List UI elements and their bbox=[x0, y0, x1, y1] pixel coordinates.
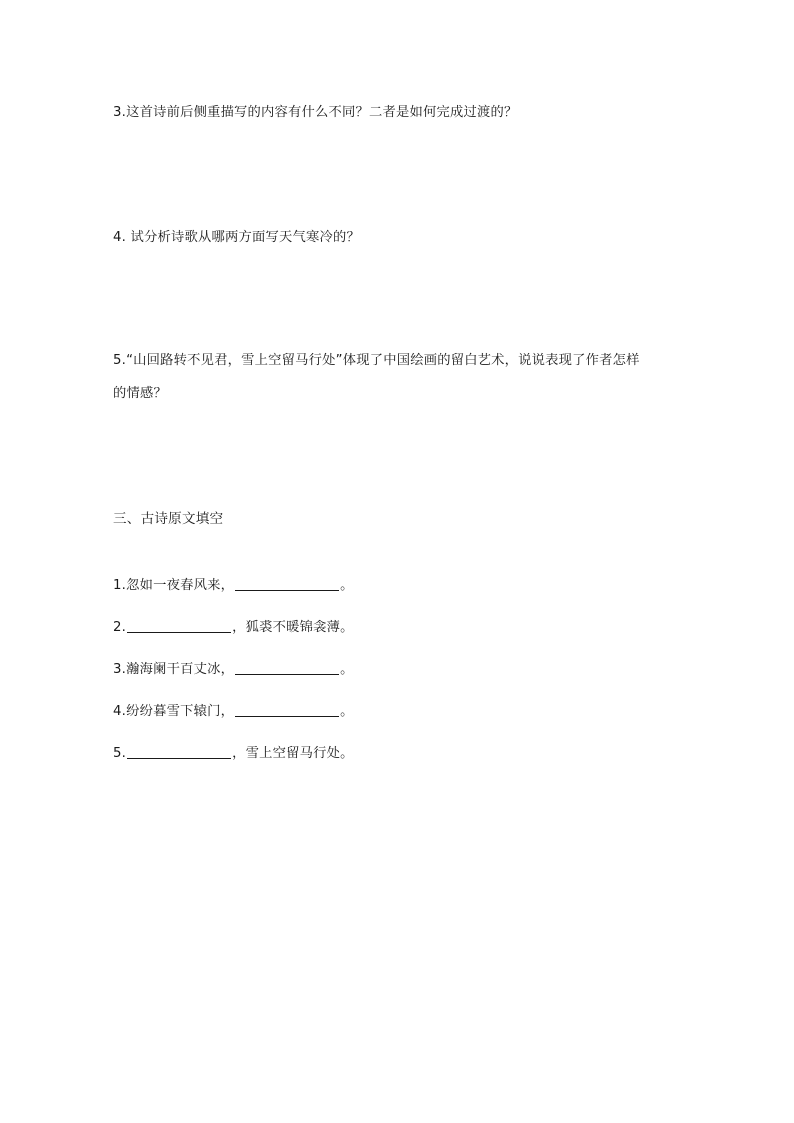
fill-blank-prefix: 4.纷纷暮雪下辕门， bbox=[113, 704, 235, 719]
question-3: 3.这首诗前后侧重描写的内容有什么不同？二者是如何完成过渡的？ bbox=[113, 105, 518, 120]
fill-blank-prefix: 1.忽如一夜春风来， bbox=[113, 578, 235, 593]
fill-blank-item-2 bbox=[113, 618, 354, 638]
question-5-line-1: 5.“山回路转不见君，雪上空留马行处”体现了中国绘画的留白艺术，说说表现了作者怎样 bbox=[113, 353, 640, 368]
answer-blank[interactable] bbox=[235, 702, 339, 717]
fill-blank-suffix: ，狐裘不暖锦衾薄。 bbox=[232, 620, 354, 635]
fill-blank-item-1 bbox=[113, 576, 354, 596]
fill-blank-prefix: 2. bbox=[113, 620, 127, 635]
question-4: 4. 试分析诗歌从哪两方面写天气寒冷的？ bbox=[113, 230, 360, 245]
fill-blank-prefix: 3.瀚海阑干百丈冰， bbox=[113, 662, 235, 677]
fill-blank-item-5 bbox=[113, 744, 354, 764]
question-5-line-2: 的情感？ bbox=[113, 386, 167, 401]
fill-blank-item-4 bbox=[113, 702, 354, 722]
fill-blank-item-3 bbox=[113, 660, 354, 680]
fill-blank-prefix: 5. bbox=[113, 746, 127, 761]
fill-blank-suffix: ，雪上空留马行处。 bbox=[232, 746, 354, 761]
answer-blank[interactable] bbox=[235, 660, 339, 675]
fill-blank-suffix: 。 bbox=[340, 704, 354, 719]
answer-blank[interactable] bbox=[127, 744, 231, 759]
fill-blank-suffix: 。 bbox=[340, 662, 354, 677]
fill-blank-suffix: 。 bbox=[340, 578, 354, 593]
section-title: 三、古诗原文填空 bbox=[113, 511, 224, 527]
answer-blank[interactable] bbox=[127, 618, 231, 633]
answer-blank[interactable] bbox=[235, 576, 339, 591]
